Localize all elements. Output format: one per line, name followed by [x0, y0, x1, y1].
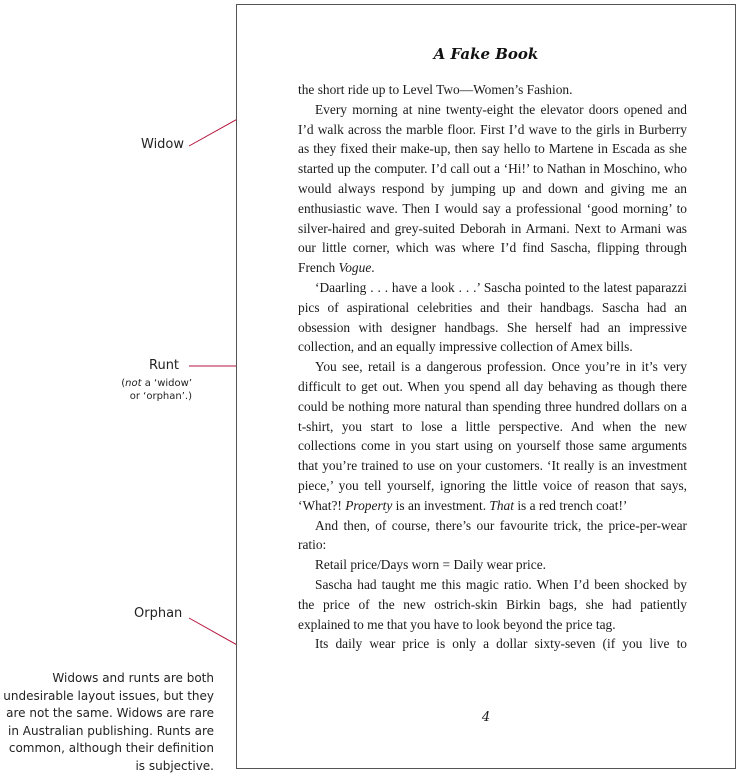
- runt-note-line2: or ‘orphan’.): [129, 391, 192, 402]
- summary-note: Widows and runts are both undesirable layout issues, but they are not the same. Widows are rare in Australian publishing. Runts are common, although their definition is subjective.: [3, 671, 214, 773]
- italic-that: That: [489, 497, 514, 513]
- paragraph-orphan-line: Its daily wear price is only a dollar sixty-seven (if you live to: [315, 636, 687, 652]
- book-page: [236, 4, 736, 769]
- book-title: A Fake Book: [433, 45, 539, 63]
- runt-note-line1: (not a ‘widow’: [121, 378, 192, 389]
- widow-label: Widow: [141, 137, 185, 152]
- runt-note-rest: a ‘widow’: [141, 378, 192, 389]
- body-text: [298, 80, 687, 654]
- paragraph-elevator: Every morning at nine twenty-eight the elevator doors opened and I’d walk across the marble floor. First I’d wave to the girls in Burberry as they fixed their make-up, then say hello to Martene in Escada as she started up the computer. I’d call out a ‘Hi!’ to Nathan in Moschino, who would always respond by jumping up and down and giving me an enthusiastic wave. Then I would say a professional ‘good morning’ to silver-haired and grey-suited Deborah in Armani. Next to Armani was our little corner, which was where I’d find Sascha, flipping through French Vogue.: [298, 101, 687, 276]
- runt-label: Runt: [149, 358, 180, 373]
- orphan-label: Orphan: [134, 606, 183, 621]
- paragraph-magic-ratio: Sascha had taught me this magic ratio. When I’d been shocked by the price of the new ostrich-skin Birkin bags, she had patiently explained to me that you have to look beyond the price tag.: [298, 576, 687, 632]
- paragraph-retail: You see, retail is a dangerous profession. Once you’re in it’s very difficult to get out. When you spend all day behaving as though there could be nothing more natural than spending three hundred dollars on a t-shirt, you start to lose a little perspective. And when the new collections come in you start using on yourself those same arguments that you’re trained to use on your customers. ‘It really is an investment piece,’ you tell yourself, ignoring the little voice of reason that says, ‘What?! Property is an investment. That is a red trench coat!’: [298, 359, 687, 513]
- runt-note: [95, 377, 192, 403]
- paragraph-daarling: ‘Daarling . . . have a look . . .’ Sascha pointed to the latest paparazzi pics of aspirational celebrities and their handbags. Sascha had an obsession with designer handbags. She herself had an impressive collection, and an equally impressive collection of Amex bills.: [298, 279, 687, 355]
- runt-note-emphasis: not: [125, 378, 142, 389]
- paragraph-trick: And then, of course, there’s our favourite trick, the price-per-wear ratio:: [298, 517, 687, 553]
- italic-vogue: Vogue: [338, 260, 372, 276]
- paragraph-widow-line: the short ride up to Level Two—Women’s Fashion.: [298, 82, 573, 97]
- paragraph-formula: Retail price/Days worn = Daily wear price.: [315, 557, 547, 573]
- page-number: 4: [481, 710, 491, 725]
- italic-property: Property: [345, 497, 393, 513]
